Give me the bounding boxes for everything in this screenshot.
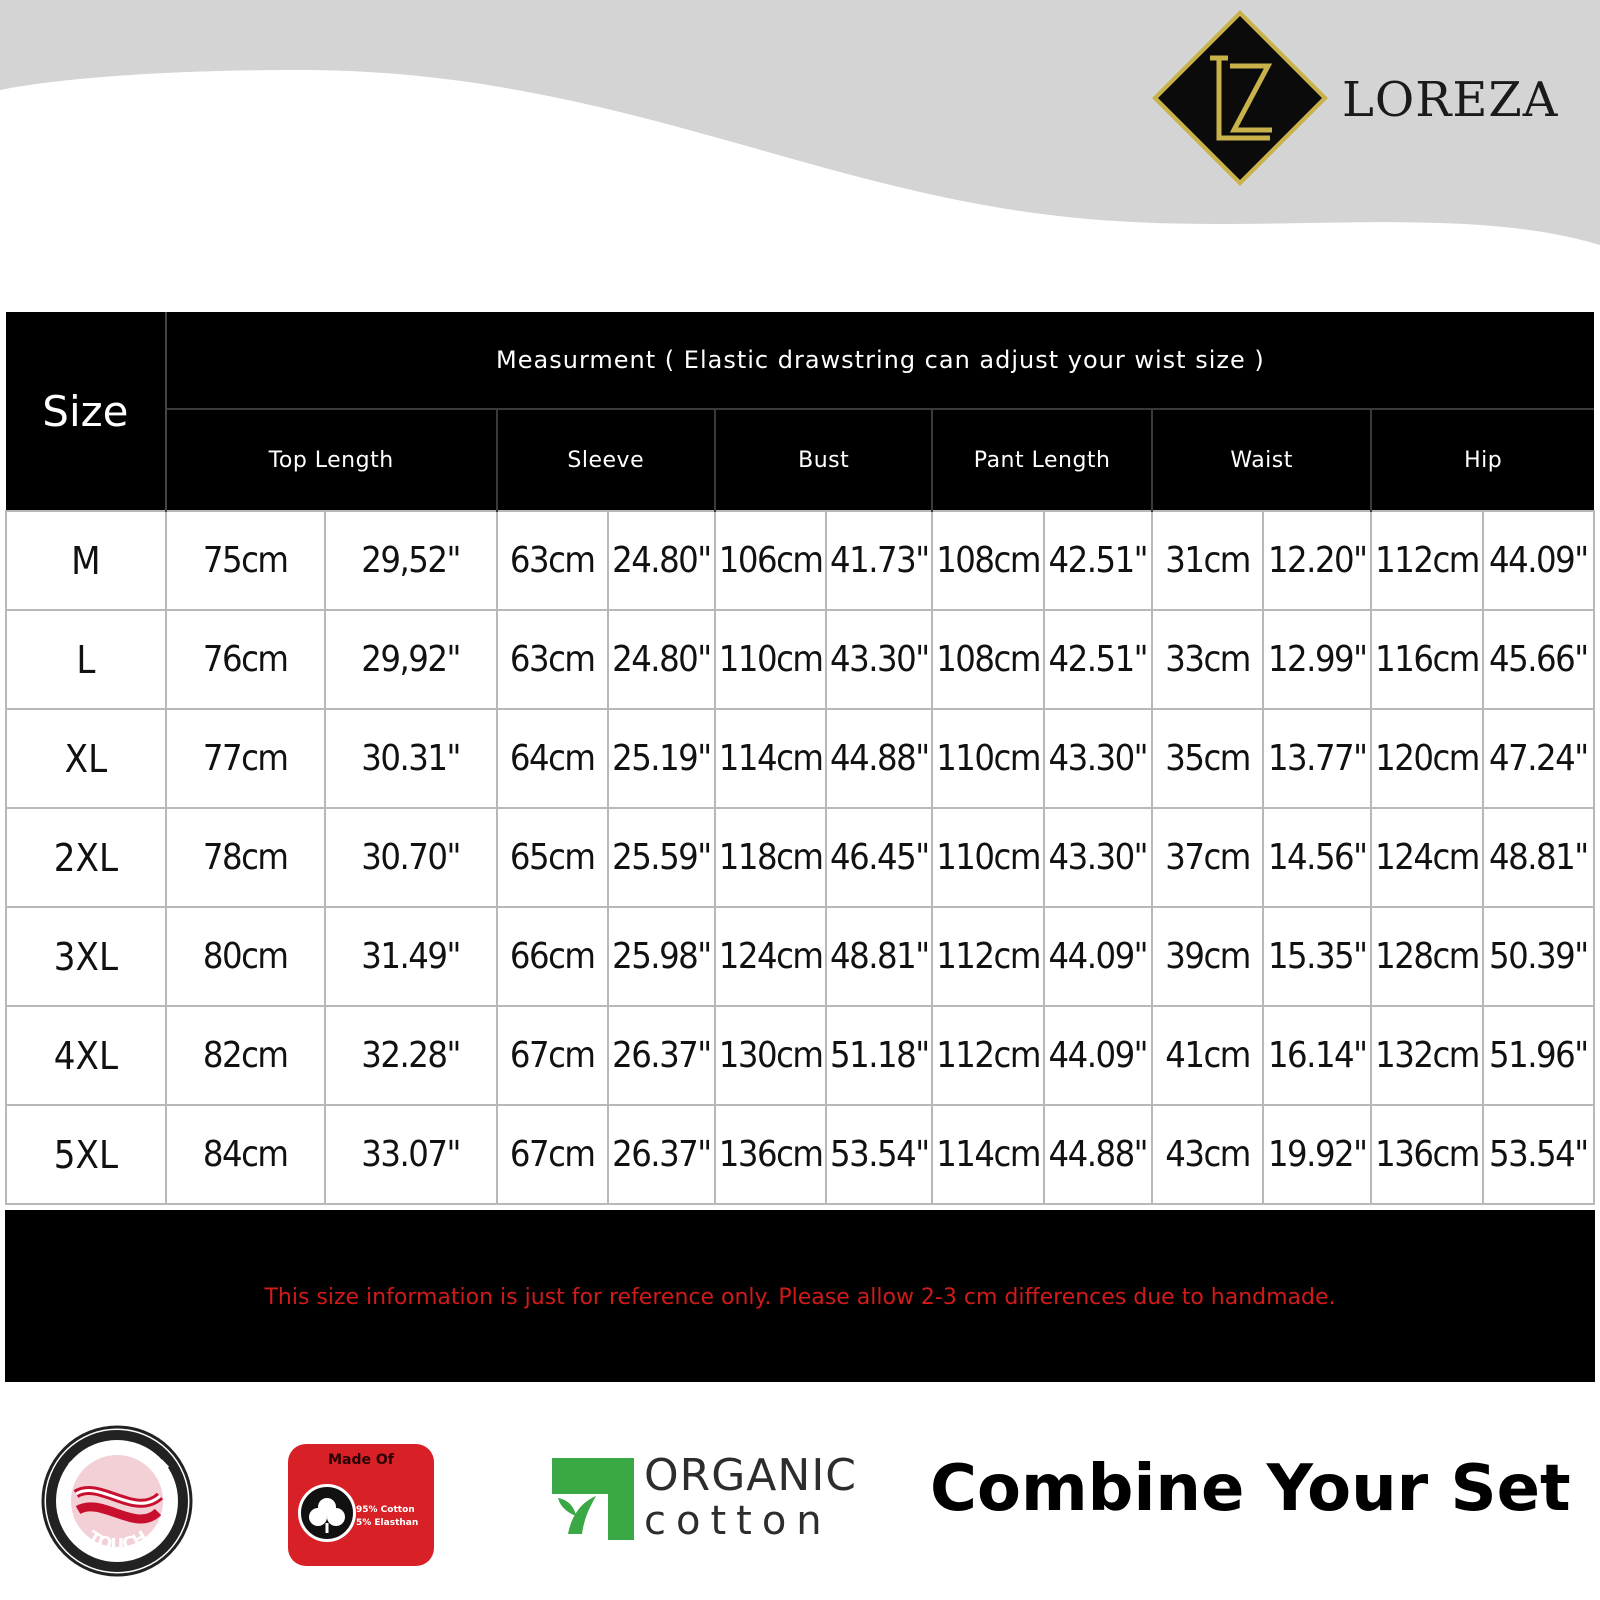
measurement-cell: 114cm [715,709,826,808]
measurement-subheader-row [6,409,1594,511]
measurement-cell: 112cm [1371,511,1482,610]
size-label: 4XL [6,1006,166,1105]
column-header-bust: Bust [715,409,932,511]
composition-cotton: 95% Cotton [356,1505,415,1515]
supersoft-label: SUPERSOFT [63,1439,172,1477]
measurement-cell: 78cm [166,808,325,907]
table-row [6,1105,1594,1204]
measurement-cell: 136cm [715,1105,826,1204]
combine-your-set-title: Combine Your Set [930,1452,1571,1526]
table-row [6,808,1594,907]
measurement-cell: 112cm [932,1006,1043,1105]
measurement-cell: 75cm [166,511,325,610]
measurement-cell: 108cm [932,610,1043,709]
measurement-cell: 45.66" [1483,610,1594,709]
measurement-cell: 66cm [497,907,608,1006]
measurement-cell: 25.19" [608,709,715,808]
measurement-cell: 64cm [497,709,608,808]
measurement-cell: 84cm [166,1105,325,1204]
measurement-cell: 106cm [715,511,826,610]
size-label: 5XL [6,1105,166,1204]
column-header-top-length: Top Length [166,409,497,511]
column-header-waist: Waist [1152,409,1371,511]
table-row [6,511,1594,610]
composition-elasthan: 5% Elasthan [356,1518,419,1528]
measurement-cell: 128cm [1371,907,1482,1006]
measurement-cell: 82cm [166,1006,325,1105]
measurement-cell: 108cm [932,511,1043,610]
touch-label: TOUCH [83,1527,152,1556]
measurement-cell: 24.80" [608,610,715,709]
measurement-cell: 136cm [1371,1105,1482,1204]
measurement-cell: 44.09" [1483,511,1594,610]
measurement-cell: 53.54" [826,1105,932,1204]
feature-badges [0,1410,1600,1600]
measurement-cell: 47.24" [1483,709,1594,808]
organic-cotton-badge [548,1450,888,1560]
measurement-cell: 44.09" [1044,907,1152,1006]
measurement-cell: 44.88" [1044,1105,1152,1204]
measurement-cell: 110cm [715,610,826,709]
measurement-cell: 26.37" [608,1105,715,1204]
measurement-cell: 65cm [497,808,608,907]
measurement-cell: 12.99" [1263,610,1371,709]
organic-label: ORGANIC [644,1450,858,1501]
measurement-cell: 114cm [932,1105,1043,1204]
measurement-cell: 24.80" [608,511,715,610]
measurement-cell: 51.18" [826,1006,932,1105]
made-of-label: Made Of [328,1452,394,1468]
measurement-cell: 53.54" [1483,1105,1594,1204]
measurement-cell: 130cm [715,1006,826,1105]
measurement-cell: 30.70" [325,808,497,907]
size-label: 2XL [6,808,166,907]
measurement-cell: 44.88" [826,709,932,808]
column-header-sleeve: Sleeve [497,409,715,511]
measurement-cell: 132cm [1371,1006,1482,1105]
measurement-cell: 124cm [715,907,826,1006]
measurement-cell: 33cm [1152,610,1263,709]
measurement-cell: 51.96" [1483,1006,1594,1105]
column-header-hip: Hip [1371,409,1594,511]
made-of-cotton-badge [288,1444,434,1566]
measurement-cell: 67cm [497,1006,608,1105]
measurement-cell: 42.51" [1044,511,1152,610]
measurement-cell: 33.07" [325,1105,497,1204]
size-chart-table [5,312,1595,1205]
cotton-flower-icon [298,1484,356,1542]
measurement-cell: 12.20" [1263,511,1371,610]
measurement-cell: 124cm [1371,808,1482,907]
measurement-cell: 76cm [166,610,325,709]
table-row [6,610,1594,709]
measurement-cell: 110cm [932,808,1043,907]
table-row [6,709,1594,808]
measurement-cell: 77cm [166,709,325,808]
measurement-cell: 43cm [1152,1105,1263,1204]
measurement-cell: 41.73" [826,511,932,610]
measurement-cell: 63cm [497,610,608,709]
fabric-composition [356,1504,418,1530]
size-label: XL [6,709,166,808]
measurement-cell: 26.37" [608,1006,715,1105]
size-rows [6,511,1594,1204]
measurement-cell: 41cm [1152,1006,1263,1105]
measurement-cell: 37cm [1152,808,1263,907]
brand-logo [1150,8,1570,188]
measurement-cell: 25.59" [608,808,715,907]
measurement-cell: 16.14" [1263,1006,1371,1105]
table-row [6,1006,1594,1105]
measurement-cell: 67cm [497,1105,608,1204]
column-header-pant-length: Pant Length [932,409,1151,511]
measurement-cell: 13.77" [1263,709,1371,808]
measurement-cell: 46.45" [826,808,932,907]
measurement-cell: 43.30" [1044,808,1152,907]
brand-name: LOREZA [1342,72,1559,128]
logo-monogram-icon [1150,8,1330,188]
measurement-cell: 29,92" [325,610,497,709]
measurement-cell: 25.98" [608,907,715,1006]
measurement-cell: 31cm [1152,511,1263,610]
reference-note-bar [5,1210,1595,1382]
measurement-cell: 43.30" [1044,709,1152,808]
measurement-cell: 19.92" [1263,1105,1371,1204]
measurement-cell: 42.51" [1044,610,1152,709]
measurement-cell: 63cm [497,511,608,610]
table-row [6,907,1594,1006]
cotton-label: cotton [644,1498,832,1544]
size-label: L [6,610,166,709]
measurement-cell: 48.81" [826,907,932,1006]
measurement-cell: 120cm [1371,709,1482,808]
measurement-cell: 110cm [932,709,1043,808]
organic-leaf-icon [548,1454,638,1544]
measurement-cell: 29,52" [325,511,497,610]
supersoft-touch-badge [40,1424,195,1579]
measurement-cell: 116cm [1371,610,1482,709]
measurement-cell: 32.28" [325,1006,497,1105]
measurement-cell: 118cm [715,808,826,907]
measurement-cell: 44.09" [1044,1006,1152,1105]
measurement-cell: 14.56" [1263,808,1371,907]
measurement-cell: 112cm [932,907,1043,1006]
measurement-cell: 50.39" [1483,907,1594,1006]
measurement-cell: 48.81" [1483,808,1594,907]
measurement-cell: 35cm [1152,709,1263,808]
size-label: 3XL [6,907,166,1006]
size-label: M [6,511,166,610]
reference-note: This size information is just for reference only. Please allow 2-3 cm differences due to handmade. [264,1285,1336,1310]
measurement-cell: 39cm [1152,907,1263,1006]
measurement-cell: 30.31" [325,709,497,808]
measurement-header: Measurment ( Elastic drawstring can adjust your wist size ) [166,312,1594,409]
measurement-cell: 80cm [166,907,325,1006]
measurement-cell: 31.49" [325,907,497,1006]
measurement-cell: 15.35" [1263,907,1371,1006]
size-column-header: Size [6,312,166,511]
measurement-cell: 43.30" [826,610,932,709]
